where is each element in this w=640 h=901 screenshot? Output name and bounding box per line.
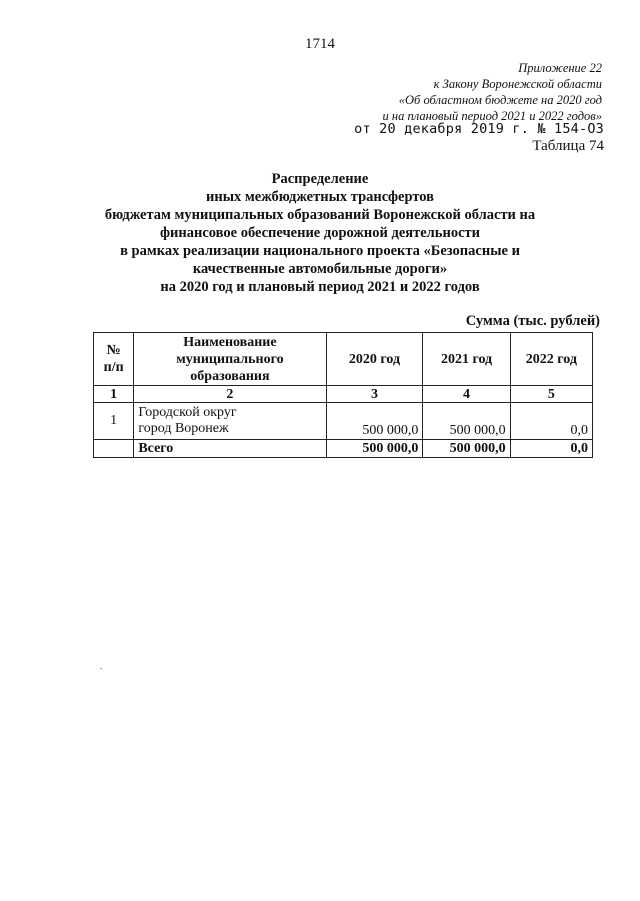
table-row bbox=[94, 403, 593, 440]
document-title bbox=[80, 170, 560, 296]
column-index-cell: 5 bbox=[510, 386, 592, 403]
header-text: Наименование bbox=[183, 334, 277, 350]
title-line: бюджетам муниципальных образований Воронежской области на bbox=[104, 207, 536, 223]
total-value-2021: 500 000,0 bbox=[423, 440, 510, 458]
appendix-line: Приложение 22 bbox=[518, 61, 602, 75]
budget-table bbox=[93, 332, 593, 458]
header-2022: 2022 год bbox=[510, 333, 592, 386]
row-name-line: Городской округ bbox=[138, 405, 237, 420]
scan-speck bbox=[100, 668, 102, 669]
appendix-line: к Закону Воронежской области bbox=[433, 77, 602, 91]
title-line: качественные автомобильные дороги» bbox=[192, 261, 448, 277]
column-index-cell: 2 bbox=[134, 386, 326, 403]
page-number: 1714 bbox=[305, 36, 335, 52]
header-number bbox=[94, 333, 134, 386]
row-name bbox=[134, 403, 326, 440]
header-2021: 2021 год bbox=[423, 333, 510, 386]
total-value-2022: 0,0 bbox=[510, 440, 592, 458]
title-line: на 2020 год и плановый период 2021 и 2022 годов bbox=[160, 279, 480, 295]
header-name bbox=[134, 333, 326, 386]
header-text: п/п bbox=[103, 360, 124, 375]
row-number: 1 bbox=[94, 403, 134, 440]
column-index-cell: 1 bbox=[94, 386, 134, 403]
column-index-row bbox=[94, 386, 593, 403]
header-2020: 2020 год bbox=[326, 333, 423, 386]
title-line: иных межбюджетных трансфертов bbox=[205, 189, 434, 205]
total-label: Всего bbox=[134, 440, 326, 458]
table-header-row bbox=[94, 333, 593, 386]
appendix-line: «Об областном бюджете на 2020 год bbox=[398, 93, 602, 107]
header-text: муниципального bbox=[176, 351, 284, 367]
total-value-2020: 500 000,0 bbox=[326, 440, 423, 458]
row-name-line: город Воронеж bbox=[138, 421, 229, 436]
total-number-cell bbox=[94, 440, 134, 458]
title-line: в рамках реализации национального проекта «Безопасные и bbox=[120, 243, 520, 259]
row-value-2022: 0,0 bbox=[510, 403, 592, 440]
total-row bbox=[94, 440, 593, 458]
row-value-2021: 500 000,0 bbox=[423, 403, 510, 440]
currency-note: Сумма (тыс. рублей) bbox=[465, 313, 600, 329]
header-text: № bbox=[106, 343, 121, 358]
appendix-line: и на плановый период 2021 и 2022 годов» bbox=[382, 109, 602, 123]
column-index-cell: 3 bbox=[326, 386, 423, 403]
row-value-2020: 500 000,0 bbox=[326, 403, 423, 440]
law-date-stamp: от 20 декабря 2019 г. № 154-ОЗ bbox=[354, 121, 604, 137]
column-index-cell: 4 bbox=[423, 386, 510, 403]
appendix-reference bbox=[383, 60, 602, 124]
title-line: Распределение bbox=[271, 171, 369, 187]
header-text: образования bbox=[190, 368, 270, 384]
table-number: Таблица 74 bbox=[532, 138, 604, 154]
title-line: финансовое обеспечение дорожной деятельности bbox=[159, 225, 480, 241]
